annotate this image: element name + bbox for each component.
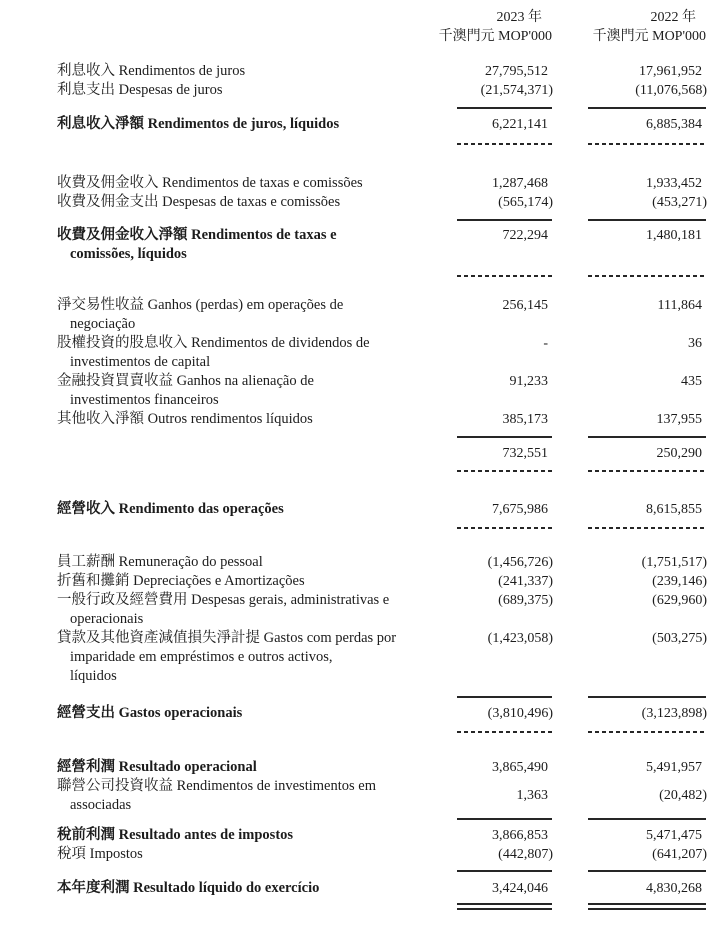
value-2022-rule <box>553 107 707 109</box>
row-label: 稅項 Impostos <box>57 846 143 862</box>
row-label: 經營收入 Rendimento das operações <box>57 501 284 517</box>
row-label: 收費及佣金支出 Despesas de taxas e comissões <box>57 194 341 210</box>
value-2023-rule <box>420 143 553 145</box>
dashed-rule-line <box>457 527 552 529</box>
row-label: 折舊和攤銷 Depreciações e Amortizações <box>57 573 305 589</box>
row-label: 股權投資的股息收入 Rendimentos de dividendos de investimentos de capital <box>57 335 370 370</box>
value-2022: 1,480,181 <box>646 228 702 243</box>
statement-row <box>0 879 718 898</box>
value-2022: 17,961,952 <box>639 64 702 79</box>
solid-rule-line <box>588 696 706 698</box>
value-2023: 1,363 <box>516 788 548 803</box>
value-2022: (453,271) <box>652 195 707 210</box>
value-2023: (442,807) <box>498 847 553 862</box>
value-2023-rule <box>420 696 553 698</box>
value-2022: (239,146) <box>652 574 707 589</box>
value-2023: 722,294 <box>502 228 548 243</box>
value-2023: 385,173 <box>502 412 548 427</box>
value-2023-rule <box>420 436 553 438</box>
value-2022: 5,491,957 <box>646 760 702 775</box>
value-2023-rule <box>420 107 553 109</box>
statement-row <box>0 500 718 519</box>
rule-row <box>0 275 718 277</box>
value-2022: (629,960) <box>652 593 707 608</box>
solid-rule-line <box>457 107 552 109</box>
column-headers <box>0 8 718 46</box>
statement-row <box>0 296 718 334</box>
value-2022: (1,751,517) <box>641 555 707 570</box>
statement-row <box>0 704 718 723</box>
dashed-rule-line <box>457 731 552 733</box>
value-2023: (21,574,371) <box>480 83 553 98</box>
year-label-2022: 2022 年 <box>650 10 696 25</box>
rule-row <box>0 696 718 698</box>
value-2022: 5,471,475 <box>646 828 702 843</box>
dashed-rule-line <box>588 527 706 529</box>
statement-row <box>0 826 718 845</box>
value-2022-rule <box>553 731 707 733</box>
column-header-2022 <box>553 8 707 46</box>
rule-row <box>0 143 718 145</box>
solid-rule-line <box>457 436 552 438</box>
row-label: 一般行政及經營費用 Despesas gerais, administrativas e operacionais <box>57 592 390 627</box>
row-label: 聯營公司投資收益 Rendimentos de investimentos em associadas <box>57 778 376 813</box>
value-2023: 91,233 <box>509 374 548 389</box>
value-2023-rule <box>420 275 553 277</box>
rule-row <box>0 219 718 221</box>
statement-row <box>0 410 718 429</box>
value-2022-rule <box>553 275 707 277</box>
statement-row <box>0 629 718 686</box>
row-label: 其他收入淨額 Outros rendimentos líquidos <box>57 411 313 427</box>
row-label: 利息支出 Despesas de juros <box>57 82 223 98</box>
value-2022: 36 <box>688 336 702 351</box>
value-2022: (3,123,898) <box>641 706 707 721</box>
rule-row <box>0 527 718 529</box>
value-2022-rule <box>553 143 707 145</box>
value-2023-rule <box>420 818 553 820</box>
unit-label-2022: 千澳門元 MOP'000 <box>592 29 706 44</box>
row-label: 本年度利潤 Resultado líquido do exercício <box>57 880 320 896</box>
value-2022: (20,482) <box>659 788 707 803</box>
rule-row <box>0 107 718 109</box>
statement-row <box>0 777 718 815</box>
statement-row <box>0 115 718 134</box>
statement-row <box>0 591 718 629</box>
dashed-rule-line <box>457 470 552 472</box>
value-2023: 27,795,512 <box>485 64 548 79</box>
statement-row <box>0 334 718 372</box>
value-2022-rule <box>553 470 707 472</box>
value-2023: (689,375) <box>498 593 553 608</box>
value-2023: 256,145 <box>502 298 548 313</box>
value-2023: (3,810,496) <box>487 706 553 721</box>
value-2023-rule <box>420 870 553 872</box>
rule-row <box>0 818 718 820</box>
value-2022-rule <box>553 219 707 221</box>
row-label: 貸款及其他資產減值損失淨計提 Gastos com perdas por imparidade em empréstimos e outros activos, líquidos <box>57 630 397 684</box>
statement-row <box>0 226 718 264</box>
statement-row <box>0 174 718 193</box>
value-2022: 250,290 <box>656 446 702 461</box>
row-label: 經營支出 Gastos operacionais <box>57 705 243 721</box>
value-2023-rule <box>420 219 553 221</box>
row-label: 經營利潤 Resultado operacional <box>57 759 257 775</box>
value-2023: 7,675,986 <box>492 502 548 517</box>
value-2022: 6,885,384 <box>646 117 702 132</box>
statement-row <box>0 372 718 410</box>
row-label: 金融投資買賣收益 Ganhos na alienação de investimentos financeiros <box>57 373 314 408</box>
value-2022: (503,275) <box>652 631 707 646</box>
value-2022-rule <box>553 436 707 438</box>
row-label: 稅前利潤 Resultado antes de impostos <box>57 827 294 843</box>
row-label: 利息收入 Rendimentos de juros <box>57 63 246 79</box>
dashed-rule-line <box>588 275 706 277</box>
value-2022: 8,615,855 <box>646 502 702 517</box>
value-2023-rule <box>420 527 553 529</box>
solid-rule-line <box>588 870 706 872</box>
value-2023: 3,865,490 <box>492 760 548 775</box>
year-label-2023: 2023 年 <box>496 10 542 25</box>
rule-row <box>0 731 718 733</box>
value-2022: 137,955 <box>656 412 702 427</box>
rule-row <box>0 903 718 910</box>
unit-label-2023: 千澳門元 MOP'000 <box>438 29 552 44</box>
double-rule-line <box>588 903 706 910</box>
column-header-2023 <box>420 8 553 46</box>
statement-row <box>0 444 718 463</box>
value-2022: (11,076,568) <box>635 83 707 98</box>
row-label: 收費及佣金收入 Rendimentos de taxas e comissões <box>57 175 363 191</box>
value-2022: 111,864 <box>657 298 702 313</box>
value-2022-rule <box>553 870 707 872</box>
solid-rule-line <box>588 818 706 820</box>
solid-rule-line <box>588 219 706 221</box>
row-label: 員工薪酬 Remuneração do pessoal <box>57 554 263 570</box>
value-2023: (1,456,726) <box>487 555 553 570</box>
value-2023: 1,287,468 <box>492 176 548 191</box>
solid-rule-line <box>457 818 552 820</box>
row-label: 淨交易性收益 Ganhos (perdas) em operações de negociação <box>57 297 344 332</box>
rule-row <box>0 870 718 872</box>
value-2023: 3,866,853 <box>492 828 548 843</box>
value-2023: (565,174) <box>498 195 553 210</box>
dashed-rule-line <box>457 143 552 145</box>
solid-rule-line <box>588 107 706 109</box>
value-2022: (641,207) <box>652 847 707 862</box>
dashed-rule-line <box>588 470 706 472</box>
solid-rule-line <box>457 870 552 872</box>
rule-row <box>0 470 718 472</box>
value-2023: (1,423,058) <box>487 631 553 646</box>
statement-row <box>0 553 718 572</box>
value-2023-rule <box>420 470 553 472</box>
value-2022-rule <box>553 818 707 820</box>
value-2023: 3,424,046 <box>492 881 548 896</box>
statement-row <box>0 572 718 591</box>
value-2023: - <box>543 336 548 351</box>
value-2022: 1,933,452 <box>646 176 702 191</box>
solid-rule-line <box>457 219 552 221</box>
statement-row <box>0 193 718 212</box>
value-2022: 4,830,268 <box>646 881 702 896</box>
double-rule-line <box>457 903 552 910</box>
dashed-rule-line <box>588 143 706 145</box>
value-2023: 732,551 <box>502 446 548 461</box>
dashed-rule-line <box>457 275 552 277</box>
solid-rule-line <box>457 696 552 698</box>
solid-rule-line <box>588 436 706 438</box>
value-2022-rule <box>553 903 707 910</box>
row-label: 利息收入淨額 Rendimentos de juros, líquidos <box>57 116 340 132</box>
statement-row <box>0 845 718 864</box>
statement-rows <box>0 62 718 910</box>
value-2023: 6,221,141 <box>492 117 548 132</box>
value-2023: (241,337) <box>498 574 553 589</box>
rule-row <box>0 436 718 438</box>
statement-row <box>0 758 718 777</box>
value-2023-rule <box>420 731 553 733</box>
value-2022-rule <box>553 696 707 698</box>
value-2022: 435 <box>681 374 702 389</box>
statement-row <box>0 81 718 100</box>
value-2023-rule <box>420 903 553 910</box>
statement-row <box>0 62 718 81</box>
dashed-rule-line <box>588 731 706 733</box>
row-label: 收費及佣金收入淨額 Rendimentos de taxas e comissões, líquidos <box>57 227 337 262</box>
value-2022-rule <box>553 527 707 529</box>
